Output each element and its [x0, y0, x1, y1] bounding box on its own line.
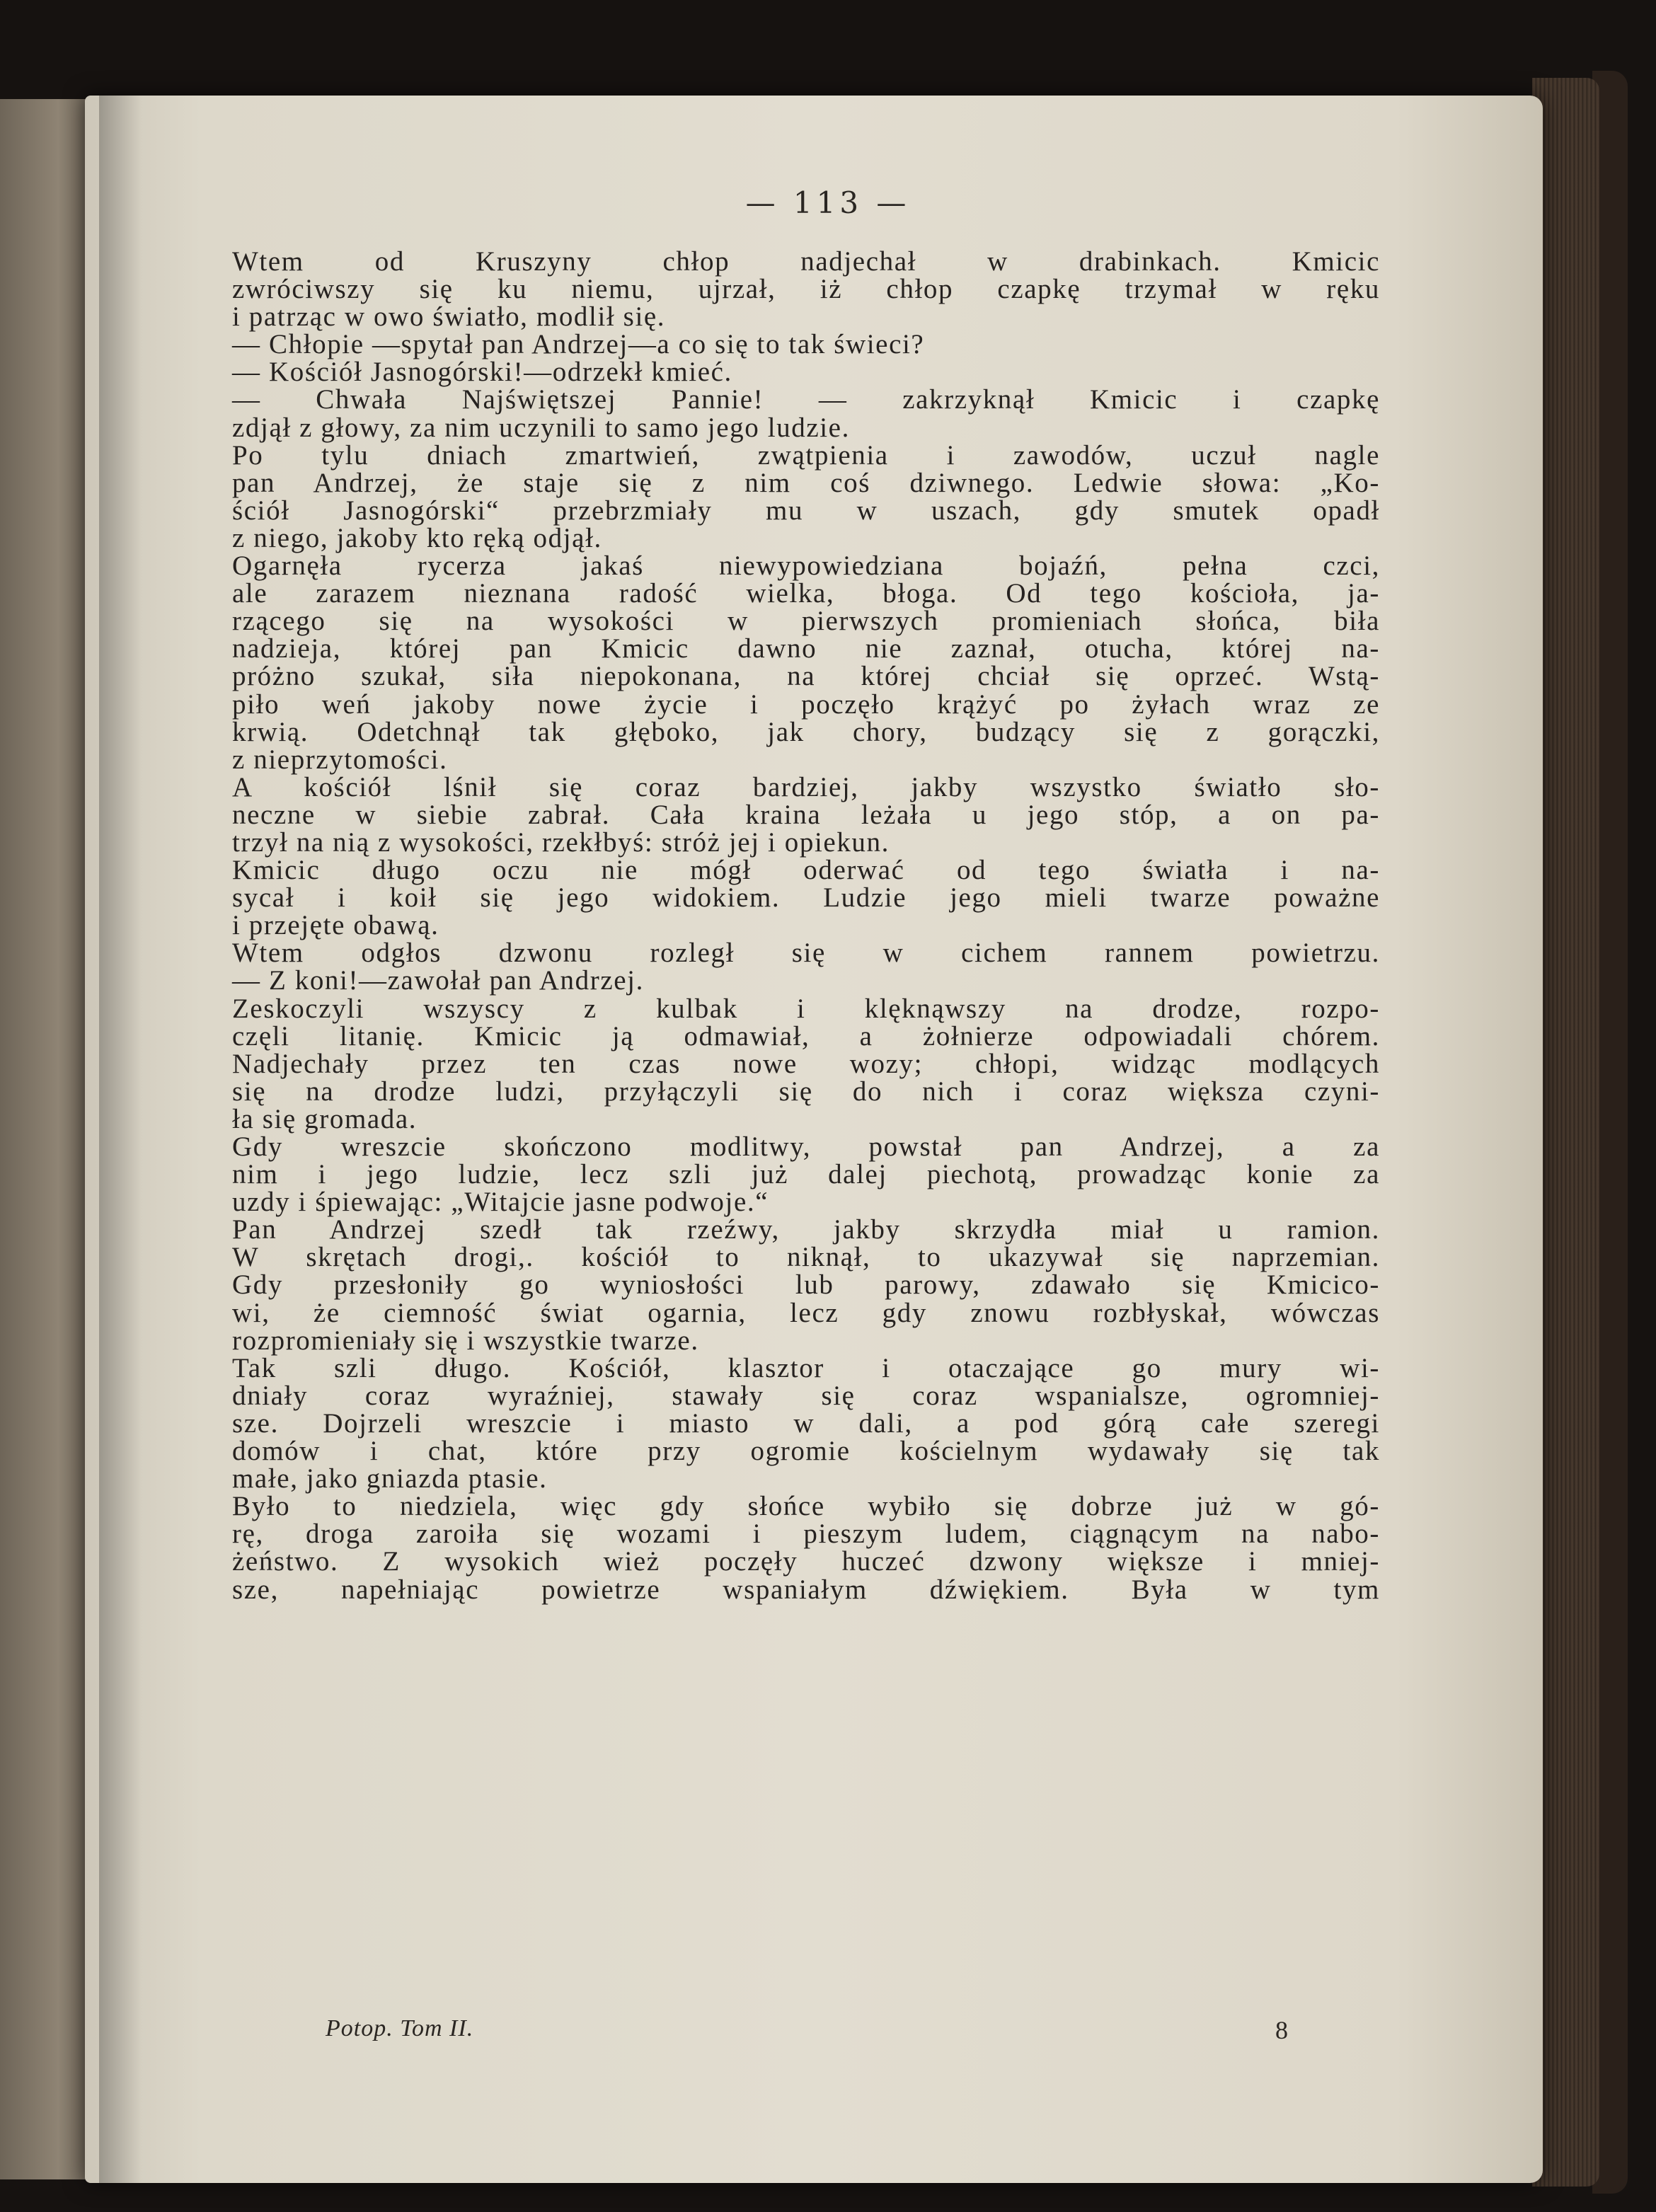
text-line: Kmicic długo oczu nie mógł oderwać od tego światła i na-: [232, 855, 1380, 886]
text-line: pan Andrzej, że staje się z nim coś dziwnego. Ledwie słowa: „Ko-: [232, 467, 1380, 498]
text-line: częli litanię. Kmicic ją odmawiał, a żołnierze odpowiadali chórem.: [232, 1020, 1380, 1052]
text-line: W skrętach drogi,. kościół to niknął, to ukazywał się naprzemian.: [232, 1242, 1380, 1273]
text-line: małe, jako gniazda ptasie.: [232, 1463, 548, 1494]
text-line: zdjął z głowy, za nim uczynili to samo jego ludzie.: [232, 412, 850, 443]
text-line: z niego, jakoby kto ręką odjął.: [232, 522, 602, 553]
text-line: ściół Jasnogórski“ przebrzmiały mu w uszach, gdy smutek opadł: [232, 495, 1380, 526]
text-line: próżno szukał, siła niepokonana, na której chciał się oprzeć. Wstą-: [232, 661, 1380, 692]
text-line: rzącego się na wysokości w pierwszych promieniach słońca, biła: [232, 606, 1380, 637]
text-line: — Chwała Najświętszej Pannie! — zakrzyknął Kmicic i czapkę: [232, 384, 1380, 415]
page-gutter-shadow: [99, 96, 142, 2183]
page-number: — 113 —: [745, 185, 911, 220]
text-line: sycał i koił się jego widokiem. Ludzie jego mieli twarze poważne: [232, 882, 1380, 914]
text-line: Zeskoczyli wszyscy z kulbak i klęknąwszy na drodze, rozpo-: [232, 993, 1380, 1024]
text-line: Po tylu dniach zmartwień, zwątpienia i zawodów, uczuł nagle: [232, 439, 1380, 471]
text-line: się na drodze ludzi, przyłączyli się do nich i coraz większa czyni-: [232, 1076, 1380, 1107]
text-line: żeństwo. Z wysokich wież poczęły huczeć dzwony większe i mniej-: [232, 1546, 1380, 1577]
text-line: — Kościół Jasnogórski!—odrzekł kmieć.: [232, 357, 732, 388]
text-line: z nieprzytomości.: [232, 744, 448, 775]
text-line: Gdy przesłoniły go wyniosłości lub parowy, zdawało się Kmicico-: [232, 1269, 1380, 1301]
text-line: krwią. Odetchnął tak głęboko, jak chory, budzący się z gorączki,: [232, 716, 1380, 747]
text-line: dniały coraz wyraźniej, stawały się coraz wspanialsze, ogromniej-: [232, 1380, 1380, 1411]
text-line: sze, napełniając powietrze wspaniałym dźwiękiem. Była w tym: [232, 1574, 1380, 1605]
text-line: — Z koni!—zawołał pan Andrzej.: [232, 965, 644, 996]
text-line: Pan Andrzej szedł tak rzeźwy, jakby skrzydła miał u ramion.: [232, 1214, 1380, 1245]
text-line: nim i jego ludzie, lecz szli już dalej piechotą, prowadząc konie za: [232, 1159, 1380, 1190]
text-line: uzdy i śpiewając: „Witajcie jasne podwoje.“: [232, 1187, 769, 1218]
text-line: rozpromieniały się i wszystkie twarze.: [232, 1325, 699, 1356]
text-line: rę, droga zaroiła się wozami i pieszym ludem, ciągnącym na nabo-: [232, 1519, 1380, 1550]
text-line: ale zarazem nieznana radość wielka, błoga. Od tego kościoła, ja-: [232, 578, 1380, 609]
text-line: Wtem odgłos dzwonu rozległ się w cichem rannem powietrzu.: [232, 938, 1380, 969]
text-line: sze. Dojrzeli wreszcie i miasto w dali, a pod górą całe szeregi: [232, 1407, 1380, 1439]
text-line: ła się gromada.: [232, 1103, 418, 1134]
text-line: i patrząc w owo światło, modlił się.: [232, 301, 666, 333]
text-line: wi, że ciemność świat ogarnia, lecz gdy znowu rozbłyskał, wówczas: [232, 1297, 1380, 1328]
body-text: [232, 248, 1380, 1603]
text-line: neczne w siebie zabrał. Cała kraina leżała u jego stóp, a on pa-: [232, 799, 1380, 830]
text-line: Ogarnęła rycerza jakaś niewypowiedziana bojaźń, pełna czci,: [232, 551, 1380, 582]
text-line: i przejęte obawą.: [232, 910, 439, 941]
text-line: Nadjechały przez ten czas nowe wozy; chłopi, widząc modlących: [232, 1048, 1380, 1079]
text-line: domów i chat, które przy ogromie kościelnym wydawały się tak: [232, 1436, 1380, 1467]
text-line: Gdy wreszcie skończono modlitwy, powstał pan Andrzej, a za: [232, 1131, 1380, 1162]
text-line: nadzieja, której pan Kmicic dawno nie zaznał, otucha, której na-: [232, 633, 1380, 664]
text-line: Było to niedziela, więc gdy słońce wybiło się dobrze już w gó-: [232, 1491, 1380, 1522]
text-line: zwróciwszy się ku niemu, ujrzał, iż chłop czapkę trzymał w ręku: [232, 274, 1380, 305]
signature-mark: 8: [1275, 2016, 1288, 2044]
page-footer: [326, 2015, 1288, 2051]
text-line: A kościół lśnił się coraz bardziej, jakby wszystko światło sło-: [232, 771, 1380, 802]
footer-title: Potop. Tom II.: [326, 2015, 474, 2041]
text-line: trzył na nią z wysokości, rzekłbyś: stróż jej i opiekun.: [232, 826, 890, 858]
text-line: — Chłopie —spytał pan Andrzej—a co się to tak świeci?: [232, 329, 925, 360]
text-line: Tak szli długo. Kościół, klasztor i otaczające go mury wi-: [232, 1352, 1380, 1383]
text-line: Wtem od Kruszyny chłop nadjechał w drabinkach. Kmicic: [232, 246, 1380, 277]
text-line: piło weń jakoby nowe życie i poczęło krążyć po żyłach wraz ze: [232, 689, 1380, 720]
